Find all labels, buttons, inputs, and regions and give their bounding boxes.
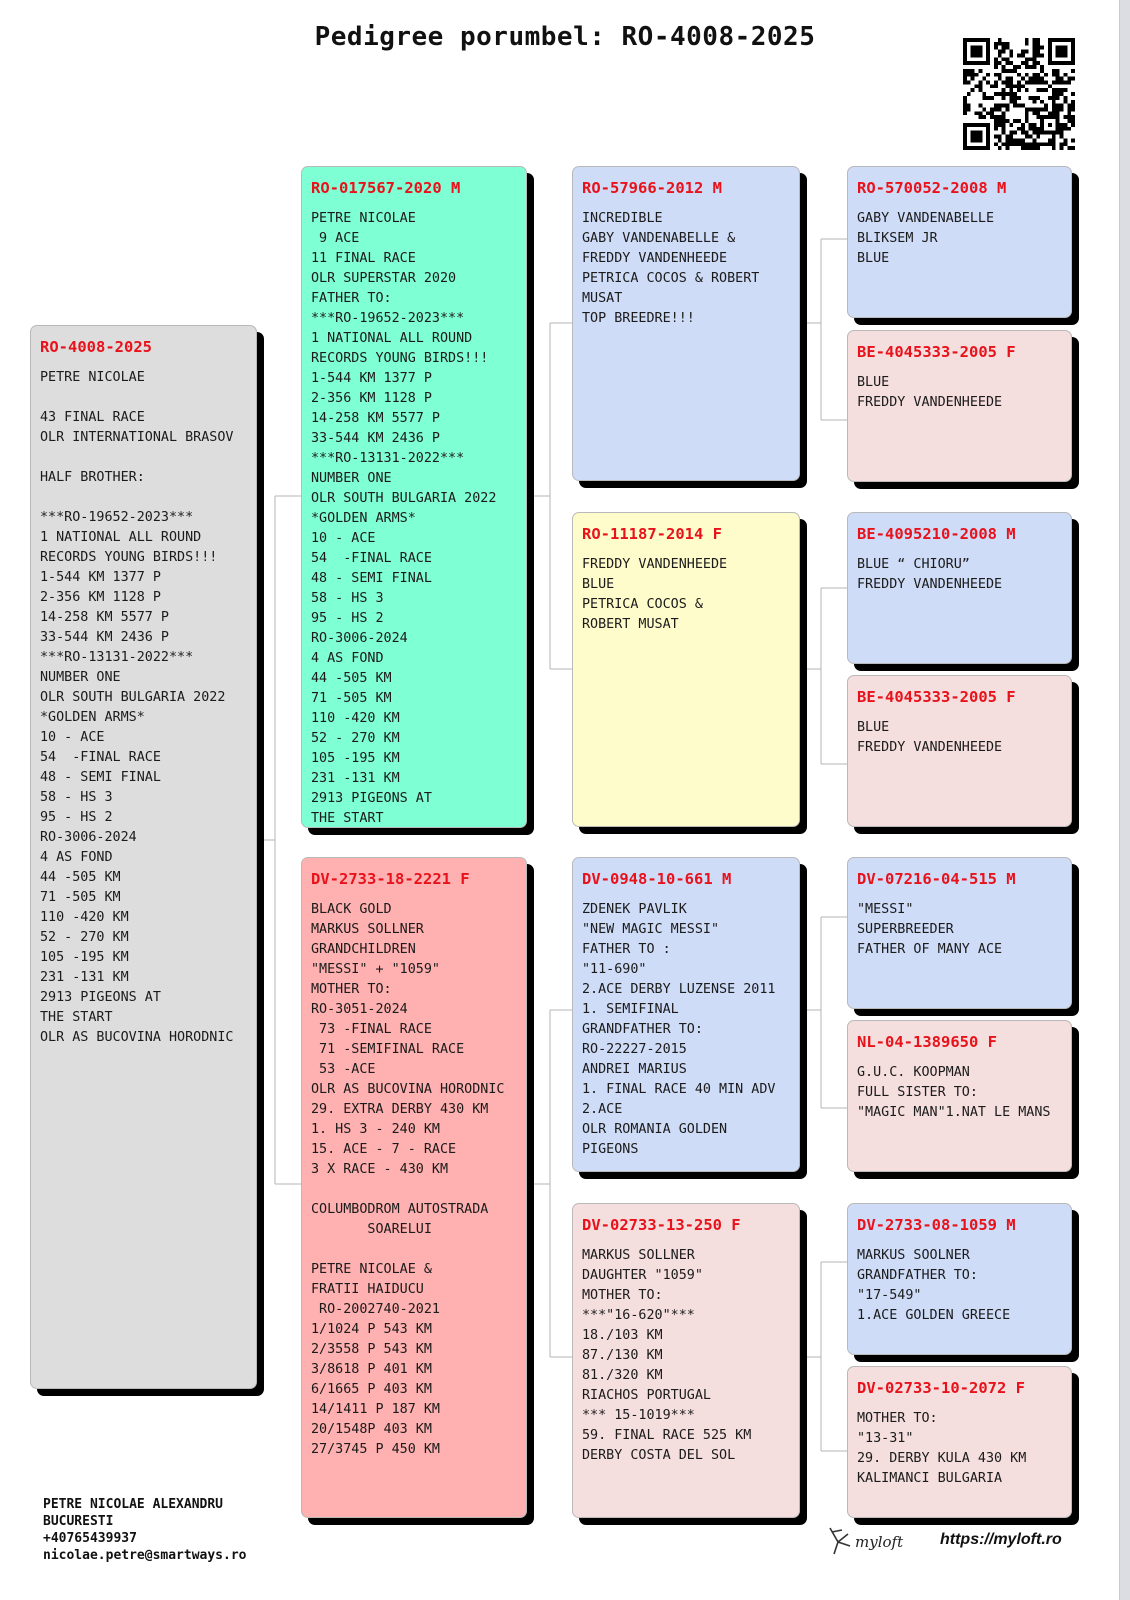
ssd-details: BLUE FREDDY VANDENHEEDE [857, 375, 1003, 410]
sss-ring: RO-570052-2008 M [857, 179, 1007, 197]
sire-sire-card [572, 166, 800, 481]
dds-details: MARKUS SOOLNER GRANDFATHER TO: "17-549" 1.ACE GOLDEN GREECE [857, 1248, 1011, 1323]
dsd-details: G.U.C. KOOPMAN FULL SISTER TO: "MAGIC MAN"1.NAT LE MANS [857, 1065, 1051, 1120]
subject-ring: RO-4008-2025 [40, 338, 152, 356]
sds-ring: BE-4095210-2008 M [857, 525, 1016, 543]
sdd-ring: BE-4045333-2005 F [857, 688, 1016, 706]
owner-city: BUCURESTI [43, 1514, 114, 1529]
dam-sire-details: ZDENEK PAVLIK "NEW MAGIC MESSI" FATHER TO : "11-690" 2.ACE DERBY LUZENSE 2011 1. SEMIFINAL GRANDFATHER TO: RO-22227-2015 ANDREI MARIUS 1. FINAL RACE 40 MIN ADV 2.ACE OLR ROMANIA GOLDEN PIGEONS [582, 902, 776, 1157]
dam-details: BLACK GOLD MARKUS SOLLNER GRANDCHILDREN "MESSI" + "1059" MOTHER TO: RO-3051-2024 73 -FINAL RACE 71 -SEMIFINAL RACE 53 -ACE OLR AS BUCOVINA HORODNIC 29. EXTRA DERBY 430 KM 1. HS 3 - 240 KM 15. ACE - 7 - RACE 3 X RACE - 430 KM COLUMBODROM AUTOSTRADA SOARELUI PETRE NICOLAE & FRATII HAIDUCU RO-2002740-2021 1/1024 P 543 KM 2/3558 P 543 KM 3/8618 P 401 KM 6/1665 P 403 KM 14/1411 P 187 KM 20/1548P 403 KM 27/3745 P 450 KM [311, 902, 505, 1457]
dss-details: "MESSI" SUPERBREEDER FATHER OF MANY ACE [857, 902, 1003, 957]
dam-card [301, 857, 527, 1518]
bird-logo-icon [826, 1524, 854, 1558]
sire-ring: RO-017567-2020 M [311, 179, 461, 197]
ddd-card [847, 1366, 1072, 1518]
brand-url[interactable]: https://myloft.ro [940, 1531, 1062, 1548]
sdd-details: BLUE FREDDY VANDENHEEDE [857, 720, 1003, 755]
sds-card [847, 512, 1072, 664]
sire-dam-ring: RO-11187-2014 F [582, 525, 722, 543]
ssd-ring: BE-4045333-2005 F [857, 343, 1016, 361]
ddd-details: MOTHER TO: "13-31" 29. DERBY KULA 430 KM KALIMANCI BULGARIA [857, 1411, 1027, 1486]
sire-details: PETRE NICOLAE 9 ACE 11 FINAL RACE OLR SUPERSTAR 2020 FATHER TO: ***RO-19652-2023*** 1 NATIONAL ALL ROUND RECORDS YOUNG BIRDS!!! 1-544 KM 1377 P 2-356 KM 1128 P 14-258 KM 5577 P 33-544 KM 2436 P ***RO-13131-2022*** NUMBER ONE OLR SOUTH BULGARIA 2022 *GOLDEN ARMS* 10 - ACE 54 -FINAL RACE 48 - SEMI FINAL 58 - HS 3 95 - HS 2 RO-3006-2024 4 AS FOND 44 -505 KM 71 -505 KM 110 -420 KM 52 - 270 KM 105 -195 KM 231 -131 KM 2913 PIGEONS AT THE START [311, 211, 497, 826]
dam-dam-card [572, 1203, 800, 1518]
dds-ring: DV-2733-08-1059 M [857, 1216, 1016, 1234]
sire-sire-ring: RO-57966-2012 M [582, 179, 722, 197]
sire-dam-card [572, 512, 800, 827]
owner-email: nicolae.petre@smartways.ro [43, 1548, 247, 1563]
sds-details: BLUE “ CHIORU” FREDDY VANDENHEEDE [857, 557, 1003, 592]
dss-card [847, 857, 1072, 1009]
dam-sire-ring: DV-0948-10-661 M [582, 870, 732, 888]
sss-details: GABY VANDENABELLE BLIKSEM JR BLUE [857, 211, 995, 266]
dsd-ring: NL-04-1389650 F [857, 1033, 997, 1051]
sss-card [847, 166, 1072, 318]
dam-ring: DV-2733-18-2221 F [311, 870, 470, 888]
sire-sire-details: INCREDIBLE GABY VANDENABELLE & FREDDY VANDENHEEDE PETRICA COCOS & ROBERT MUSAT TOP BREEDRE!!! [582, 211, 760, 326]
subject-details: PETRE NICOLAE 43 FINAL RACE OLR INTERNATIONAL BRASOV HALF BROTHER: ***RO-19652-2023*** 1 NATIONAL ALL ROUND RECORDS YOUNG BIRDS!!! 1-544 KM 1377 P 2-356 KM 1128 P 14-258 KM 5577 P 33-544 KM 2436 P ***RO-13131-2022*** NUMBER ONE OLR SOUTH BULGARIA 2022 *GOLDEN ARMS* 10 - ACE 54 -FINAL RACE 48 - SEMI FINAL 58 - HS 3 95 - HS 2 RO-3006-2024 4 AS FOND 44 -505 KM 71 -505 KM 110 -420 KM 52 - 270 KM 105 -195 KM 231 -131 KM 2913 PIGEONS AT THE START OLR AS BUCOVINA HORODNIC [40, 370, 234, 1045]
owner-name: PETRE NICOLAE ALEXANDRU [43, 1497, 224, 1512]
sdd-card [847, 675, 1072, 827]
sire-card [301, 166, 527, 828]
subject-card [30, 325, 257, 1389]
ddd-ring: DV-02733-10-2072 F [857, 1379, 1025, 1397]
dam-sire-card [572, 857, 800, 1172]
owner-contact [43, 1496, 247, 1564]
dam-dam-details: MARKUS SOLLNER DAUGHTER "1059" MOTHER TO: ***"16-620"*** 18./103 KM 87./130 KM 81./320 KM RIACHOS PORTUGAL *** 15-1019*** 59. FINAL RACE 525 KM DERBY COSTA DEL SOL [582, 1248, 752, 1463]
dam-dam-ring: DV-02733-13-250 F [582, 1216, 741, 1234]
dss-ring: DV-07216-04-515 M [857, 870, 1016, 888]
owner-phone: +40765439937 [43, 1531, 137, 1546]
dds-card [847, 1203, 1072, 1355]
sire-dam-details: FREDDY VANDENHEEDE BLUE PETRICA COCOS & ROBERT MUSAT [582, 557, 728, 632]
ssd-card [847, 330, 1072, 482]
dsd-card [847, 1020, 1072, 1172]
page-title: Pedigree porumbel: RO-4008-2025 [314, 22, 816, 52]
brand-name: myloft [855, 1533, 904, 1551]
